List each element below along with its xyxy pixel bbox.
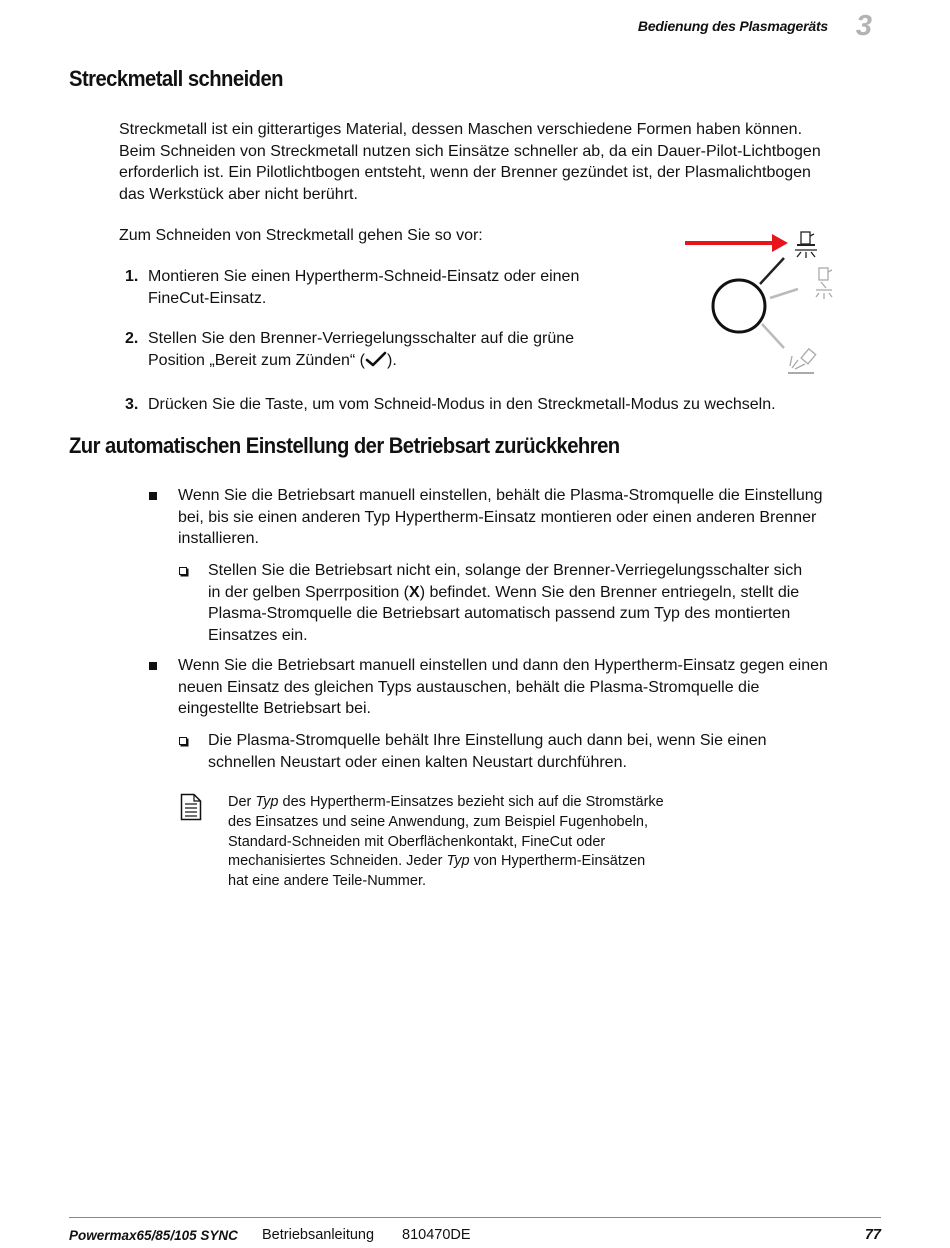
square-bullet-icon bbox=[149, 662, 157, 670]
red-arrow-icon bbox=[685, 234, 788, 252]
bullet-line: bei, bis sie einen anderen Typ Hypertherm-Einsatz montieren oder einen anderen Brenner bbox=[178, 508, 817, 526]
footer-page-number: 77 bbox=[864, 1227, 881, 1243]
chapter-title: Bedienung des Plasmageräts bbox=[637, 18, 828, 34]
note-line: des Einsatzes und seine Anwendung, zum Beispiel Fugenhobeln, bbox=[228, 813, 648, 830]
bullet-line: neuen Einsatz des gleichen Typs austauschen, behält die Plasma-Stromquelle die bbox=[178, 678, 760, 696]
step-line: Montieren Sie einen Hypertherm-Schneid-Einsatz oder einen bbox=[148, 268, 580, 285]
note-document-icon bbox=[180, 793, 202, 821]
intro-paragraph bbox=[119, 119, 899, 205]
note-line: hat eine andere Teile-Nummer. bbox=[228, 873, 427, 890]
bullet-item-1 bbox=[149, 485, 889, 550]
step-line: Position „Bereit zum Zünden“ ( ). bbox=[148, 351, 397, 369]
intro-line: Beim Schneiden von Streckmetall nutzen sich Einsätze schneller ab, da ein Dauer-Pilot-Lichtbogen bbox=[119, 142, 821, 160]
dial-circle-icon bbox=[713, 280, 765, 332]
chapter-number: 3 bbox=[855, 10, 872, 42]
steps-lead: Zum Schneiden von Streckmetall gehen Sie so vor: bbox=[119, 227, 483, 244]
intro-line: erforderlich ist. Ein Pilotlichtbogen entsteht, wenn der Brenner gezündet ist, der Plasmalichtbogen bbox=[119, 164, 811, 181]
torch-mode-dial-figure bbox=[680, 226, 845, 381]
sub-bullet-item-1 bbox=[179, 560, 879, 646]
note-line: Standard-Schneiden mit Oberflächenkontakt, FineCut oder bbox=[228, 833, 606, 850]
sub-bullet-line: schnellen Neustart oder einen kalten Neustart durchführen. bbox=[208, 753, 627, 771]
footer-code: 810470DE bbox=[402, 1227, 471, 1243]
step-1 bbox=[119, 266, 639, 309]
step-line: FineCut-Einsatz. bbox=[148, 289, 267, 307]
note-text bbox=[228, 793, 708, 892]
bullet-item-2 bbox=[149, 655, 889, 720]
torch-cut-icon bbox=[795, 232, 817, 258]
footer-manual: Betriebsanleitung bbox=[262, 1227, 375, 1243]
sub-bullet-line: in der gelben Sperrposition (X) befindet. Wenn Sie den Brenner entriegeln, stellt die bbox=[208, 583, 800, 601]
sub-bullet-item-2 bbox=[179, 730, 879, 773]
sub-bullet-line: Die Plasma-Stromquelle behält Ihre Einstellung auch dann bei, wenn Sie einen bbox=[208, 732, 767, 749]
footer-product: Powermax65/85/105 SYNC bbox=[69, 1228, 238, 1243]
bullet-line: Wenn Sie die Betriebsart manuell einstellen, behält die Plasma-Stromquelle die Einstellung bbox=[178, 487, 823, 504]
bullet-line: Wenn Sie die Betriebsart manuell einstellen und dann den Hypertherm-Einsatz gegen einen bbox=[178, 657, 828, 674]
torch-pilot-icon bbox=[816, 268, 832, 299]
step-number: 3. bbox=[125, 396, 139, 413]
footer-divider bbox=[69, 1217, 881, 1218]
bullet-line: eingestellte Betriebsart bei. bbox=[178, 700, 371, 717]
checkmark-icon bbox=[365, 351, 387, 367]
section-heading-automatik: Zur automatischen Einstellung der Betriebsart zurückkehren bbox=[69, 433, 620, 458]
hollow-square-bullet-icon bbox=[179, 737, 187, 745]
note-line: mechanisiertes Schneiden. Jeder Typ von Hypertherm-Einsätzen bbox=[228, 853, 646, 870]
step-line: Stellen Sie den Brenner-Verriegelungsschalter auf die grüne bbox=[148, 330, 575, 347]
intro-line: das Werkstück aber nicht berührt. bbox=[119, 185, 358, 203]
step-number: 1. bbox=[125, 268, 139, 285]
sub-bullet-line: Einsatzes ein. bbox=[208, 626, 308, 644]
hollow-square-bullet-icon bbox=[179, 567, 187, 575]
note-line: Der Typ des Hypertherm-Einsatzes bezieht sich auf die Stromstärke bbox=[228, 794, 664, 810]
intro-line: Streckmetall ist ein gitterartiges Material, dessen Maschen verschiedene Formen haben können. bbox=[119, 121, 803, 138]
square-bullet-icon bbox=[149, 492, 157, 500]
sub-bullet-line: Stellen Sie die Betriebsart nicht ein, solange der Brenner-Verriegelungsschalter sich bbox=[208, 562, 803, 579]
step-2 bbox=[119, 328, 639, 371]
step-line: Drücken Sie die Taste, um vom Schneid-Modus in den Streckmetall-Modus zu wechseln. bbox=[148, 396, 776, 413]
torch-gouge-icon bbox=[788, 349, 816, 373]
bullet-line: installieren. bbox=[178, 530, 259, 547]
lock-x-symbol: X bbox=[409, 583, 420, 601]
step-number: 2. bbox=[125, 330, 139, 347]
section-heading-streckmetall: Streckmetall schneiden bbox=[69, 66, 283, 91]
sub-bullet-line: Plasma-Stromquelle die Betriebsart automatisch passend zum Typ des montierten bbox=[208, 605, 791, 622]
step-3 bbox=[119, 394, 879, 416]
